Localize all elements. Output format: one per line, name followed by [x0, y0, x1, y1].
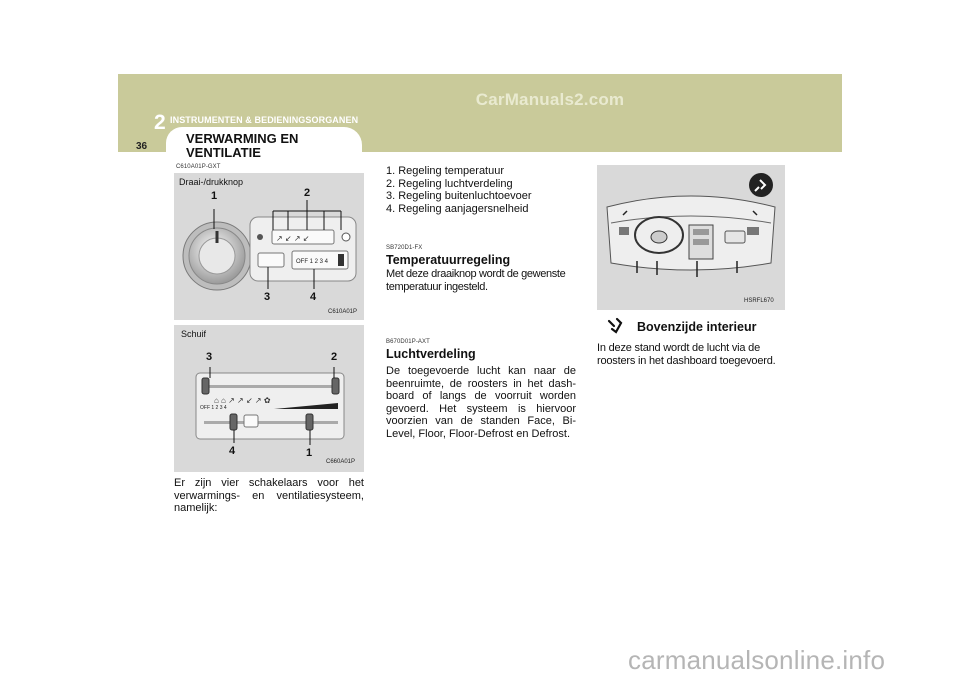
- figure-code: HSRFL670: [744, 298, 774, 304]
- section-code: SB720D1-FX: [386, 245, 423, 251]
- chapter-title: INSTRUMENTEN & BEDIENINGSORGANEN: [170, 115, 359, 125]
- list-item: 1. Regeling temperatuur: [386, 165, 505, 177]
- callout-3: 3: [206, 351, 213, 363]
- fan-scale-text: OFF 1 2 3 4: [296, 259, 329, 265]
- figure-dashboard: [597, 165, 785, 310]
- chapter-number: 2: [154, 111, 166, 134]
- list-item: 2. Regeling luchtverdeling: [386, 177, 513, 190]
- section-title: VERWARMING EN VENTILATIE: [186, 131, 299, 160]
- section-body: De toegevoerde lucht kan naar de beenruimte, de roosters in het dash- board of langs de voorruit worden gevoerd. Het systeem is hiervoor voorzien van de standen Face, Bi- Level, Floor, Floor-Defrost en Defrost.: [386, 365, 576, 440]
- callout-1: 1: [211, 190, 218, 202]
- intro-paragraph: Er zijn vier schakelaars voor het verwarmings- en ventilatiesysteem, namelijk:: [174, 477, 364, 514]
- svg-text:⌂ ⌂ ↗ ↗ ↙ ↗ ✿: ⌂ ⌂ ↗ ↗ ↙ ↗ ✿: [214, 396, 271, 405]
- section-body: Met deze draaiknop wordt de gewenste temperatuur ingesteld.: [386, 268, 566, 293]
- figure-rotary-knob: [174, 173, 364, 320]
- figure-label: Draai-/drukknop: [179, 177, 244, 187]
- figure-slider: [174, 325, 364, 472]
- slider-control-illustration: [174, 325, 364, 472]
- svg-text:↗ ↙ ↗ ↙: ↗ ↙ ↗ ↙: [276, 234, 310, 243]
- callout-3: 3: [264, 291, 271, 303]
- figure-code: C610A01P: [328, 309, 358, 315]
- section-heading: Bovenzijde interieur: [637, 320, 757, 334]
- callout-2: 2: [304, 187, 311, 199]
- controls-list: [386, 165, 576, 215]
- section-heading: Luchtverdeling: [386, 347, 476, 361]
- dashboard-illustration: [597, 165, 785, 310]
- figure-code: C660A01P: [326, 459, 356, 465]
- callout-2: 2: [331, 351, 338, 363]
- watermark-link[interactable]: carmanualsonline.info: [628, 645, 886, 675]
- section-heading: Temperatuurregeling: [386, 253, 511, 267]
- site-link[interactable]: CarManuals2.com: [475, 90, 625, 109]
- section-body: In deze stand wordt de lucht via de roosters in het dashboard toegevoerd.: [597, 342, 776, 367]
- list-item: 4. Regeling aanjagersnelheid: [386, 202, 529, 215]
- callout-4: 4: [229, 445, 236, 457]
- figure-label: Schuif: [181, 329, 207, 339]
- page-number: 36: [136, 141, 148, 152]
- figure-code-top: C610A01P-GXT: [176, 164, 221, 170]
- callout-4: 4: [310, 291, 317, 303]
- callout-1: 1: [306, 447, 313, 459]
- fan-scale-text: OFF 1 2 3 4: [200, 405, 227, 411]
- face-vent-icon: [606, 317, 624, 335]
- list-item: 3. Regeling buitenluchtoevoer: [386, 190, 532, 202]
- section-code: B670D01P-AXT: [386, 339, 430, 345]
